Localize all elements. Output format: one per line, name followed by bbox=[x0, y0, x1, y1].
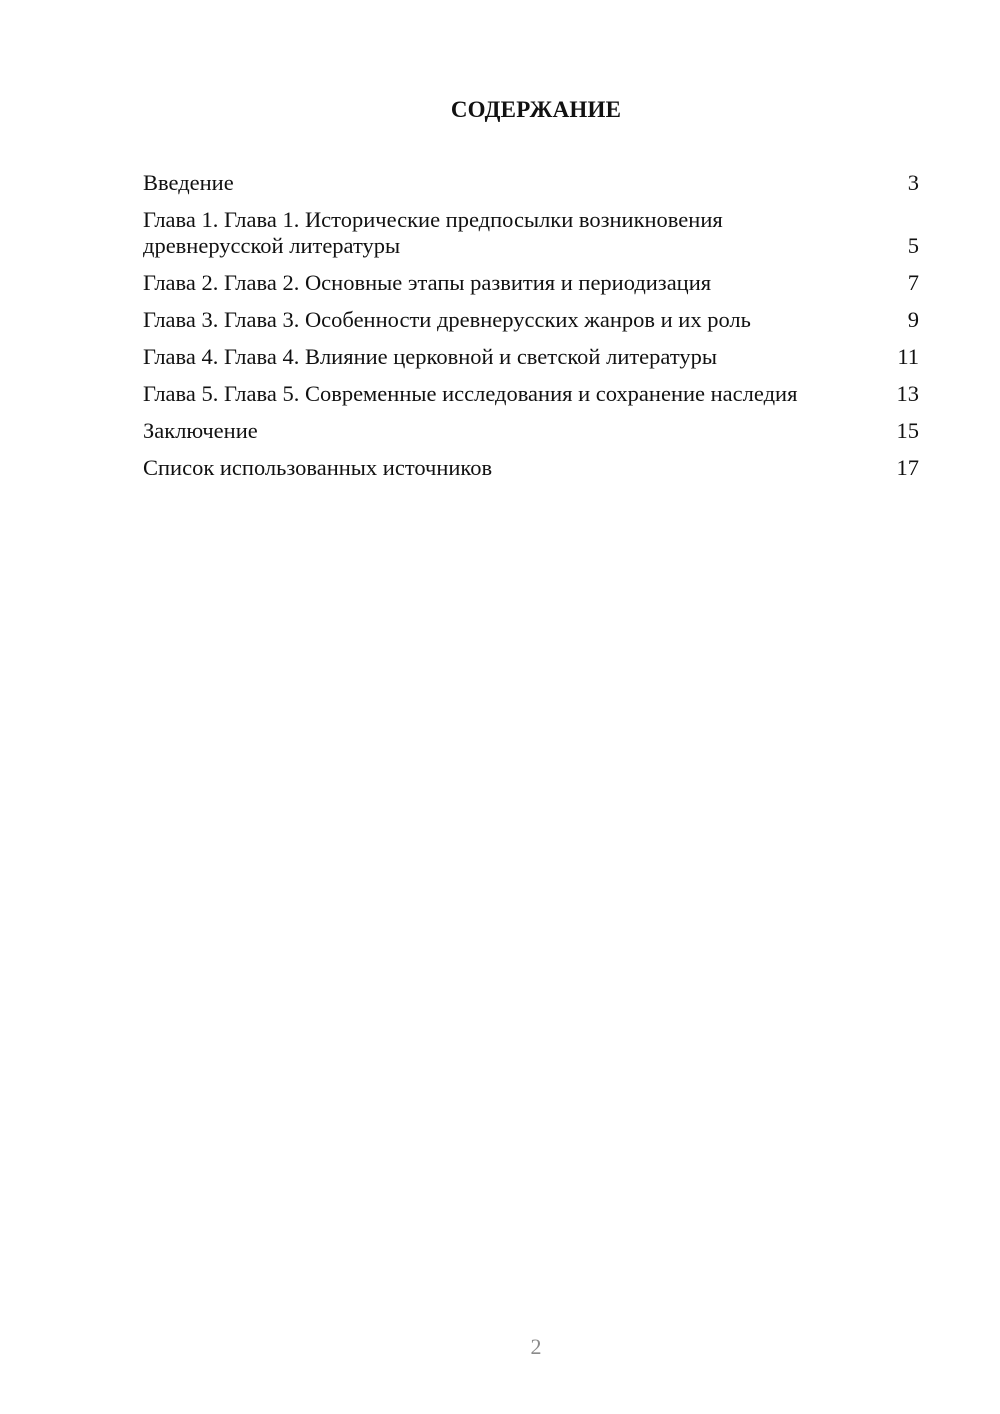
toc-entry-chapter-4 bbox=[143, 344, 919, 370]
toc-entry-chapter-2 bbox=[143, 270, 919, 296]
page-number: 2 bbox=[530, 1334, 542, 1359]
table-of-contents bbox=[143, 170, 919, 492]
toc-entry-chapter-5 bbox=[143, 381, 919, 407]
toc-entry-title: Глава 1. Глава 1. Исторические предпосылки возникновения древнерусской литературы bbox=[143, 207, 723, 258]
toc-entry-chapter-3 bbox=[143, 307, 919, 333]
toc-entry-title: Глава 4. Глава 4. Влияние церковной и светской литературы bbox=[143, 344, 717, 369]
toc-entry-page: 15 bbox=[896, 418, 919, 443]
toc-entry-title: Глава 3. Глава 3. Особенности древнерусских жанров и их роль bbox=[143, 307, 751, 332]
toc-entry-references bbox=[143, 455, 919, 481]
toc-entry-page: 7 bbox=[907, 270, 919, 295]
toc-entry-page: 13 bbox=[896, 381, 919, 406]
page-title: СОДЕРЖАНИЕ bbox=[450, 97, 622, 122]
toc-entry-page: 11 bbox=[897, 344, 919, 369]
toc-entry-page: 17 bbox=[896, 455, 919, 480]
toc-entry-page: 3 bbox=[907, 170, 919, 195]
toc-entry-page: 9 bbox=[907, 307, 919, 332]
toc-entry-title: Глава 5. Глава 5. Современные исследования и сохранение наследия bbox=[143, 381, 798, 406]
toc-entry-conclusion bbox=[143, 418, 919, 444]
toc-entry-chapter-1 bbox=[143, 207, 919, 259]
toc-entry-title: Глава 2. Глава 2. Основные этапы развития и периодизация bbox=[143, 270, 712, 295]
toc-entry-title: Список использованных источников bbox=[143, 455, 493, 480]
toc-entry-title: Заключение bbox=[143, 418, 258, 443]
toc-entry-introduction bbox=[143, 170, 919, 196]
toc-entry-page: 5 bbox=[907, 233, 919, 258]
toc-entry-title: Введение bbox=[143, 170, 234, 195]
